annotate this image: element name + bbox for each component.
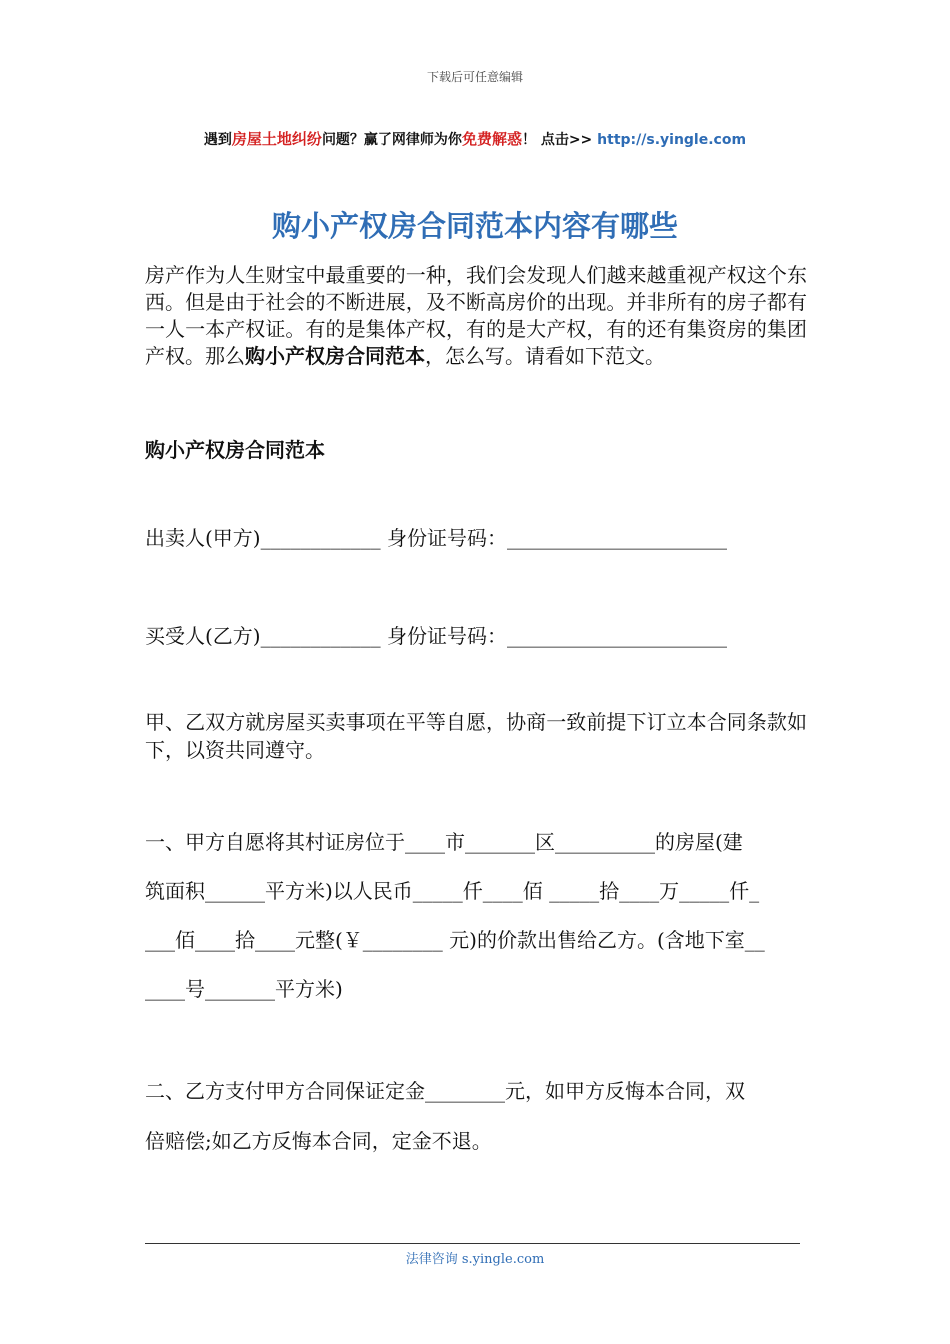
footer-divider — [145, 1243, 800, 1244]
promo-text-1: 遇到 — [203, 132, 232, 148]
agreement-paragraph: 甲、乙双方就房屋买卖事项在平等自愿，协商一致前提下订立本合同条款如下，以资共同遵守。 — [145, 710, 807, 762]
section-heading: 购小产权房合同范本 — [145, 438, 325, 462]
clause-2-line: 倍赔偿;如乙方反悔本合同，定金不退。 — [145, 1129, 492, 1153]
promo-text-2: 问题？赢了网律师为你 — [321, 132, 462, 148]
buyer-line: 买受人(乙方)____________ 身份证号码：______________________ — [145, 624, 727, 648]
document-title: 购小产权房合同范本内容有哪些 — [271, 209, 678, 243]
promo-text-3: ！ 点击>> — [521, 132, 598, 148]
promo-banner — [0, 128, 950, 149]
clause-2 — [145, 1066, 745, 1166]
intro-bold-phrase: 购小产权房合同范本 — [245, 344, 425, 368]
promo-highlight-free: 免费解惑 — [461, 130, 522, 148]
promo-highlight-dispute: 房屋土地纠纷 — [231, 130, 322, 148]
footer-text[interactable]: 法律咨询 s.yingle.com — [405, 1252, 545, 1267]
seller-line: 出卖人(甲方)____________ 身份证号码：______________________ — [145, 526, 727, 550]
clause-1 — [145, 818, 765, 1014]
clause-1-line: ____号_______平方米) — [145, 977, 343, 1001]
clause-1-line: 筑面积______平方米)以人民币_____仟____佰 _____拾____万_____仟_ — [145, 879, 760, 903]
intro-text-2: ，怎么写。请看如下范文。 — [425, 344, 665, 368]
clause-1-line: ___佰____拾____元整(￥________ 元)的价款出售给乙方。(含地下室__ — [145, 928, 765, 952]
intro-text-1: 房产作为人生财宝中最重要的一种，我们会发现人们越来越重视产权这个东西。但是由于社会的不断进展，及不断高房价的出现。并非所有的房子都有一人一本产权证。有的是集体产权，有的是大产权，有的还有集资房的集团产权。那么 — [145, 263, 807, 368]
header-note: 下载后可任意编辑 — [426, 70, 523, 84]
clause-2-line: 二、乙方支付甲方合同保证定金________元，如甲方反悔本合同，双 — [145, 1079, 745, 1103]
intro-paragraph — [145, 262, 807, 370]
clause-1-line: 一、甲方自愿将其村证房位于____市_______区__________的房屋(建 — [145, 830, 743, 854]
promo-link[interactable]: http://s.yingle.com — [597, 132, 747, 148]
